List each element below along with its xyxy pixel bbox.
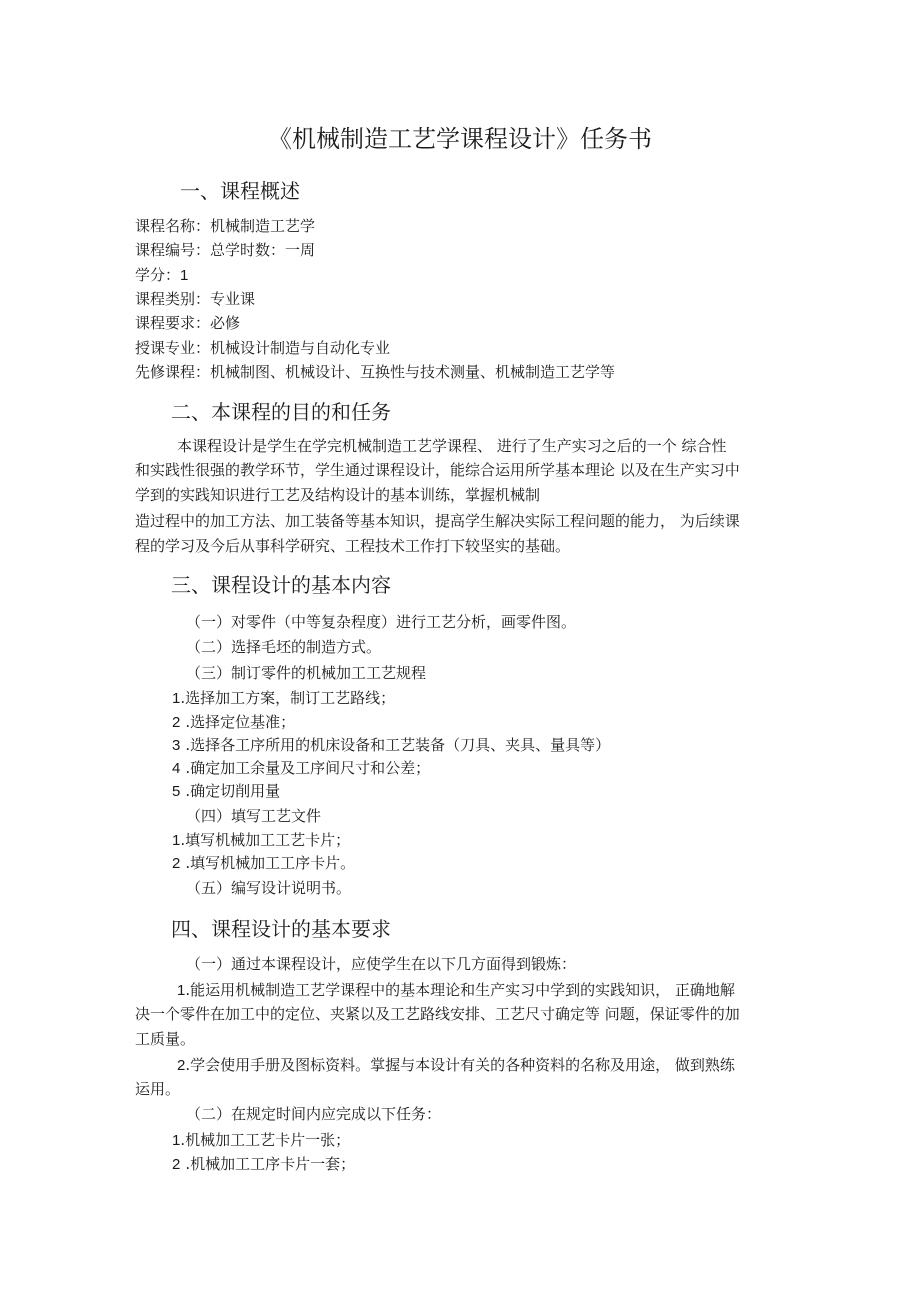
content-item-5: （五）编写设计说明书。 xyxy=(186,879,352,897)
section-1-heading: 一、课程概述 xyxy=(180,179,300,203)
sub-item-text: .确定加工余量及工序间尺寸和公差； xyxy=(185,759,431,777)
paragraph-line: .学会使用手册及图标资料。掌握与本设计有关的各种资料的名称及用途， 做到熟练 xyxy=(185,1056,735,1074)
sub-item-number: 1 xyxy=(172,690,181,707)
sub-item xyxy=(172,856,355,871)
paragraph-line: 运用。 xyxy=(135,1080,181,1098)
sub-item-number: 2 xyxy=(172,714,181,731)
task-text: .机械加工工艺卡片一张； xyxy=(180,1131,351,1149)
requirement-paragraph-2 xyxy=(177,1058,735,1073)
purpose-line: 和实践性很强的教学环节，学生通过课程设计，能综合运用所学基本理论 以及在生产实习中 xyxy=(135,461,740,479)
task-item xyxy=(172,1157,355,1172)
sub-item xyxy=(172,833,350,848)
sub-item-number: 1 xyxy=(172,832,181,849)
sub-item xyxy=(172,784,280,799)
requirements-intro: （一）通过本课程设计，应使学生在以下几方面得到锻炼： xyxy=(186,955,577,973)
course-category: 课程类别：专业课 xyxy=(135,290,256,308)
task-item xyxy=(172,1133,350,1148)
purpose-line: 程的学习及今后从事科学研究、工程技术工作打下较坚实的基础。 xyxy=(135,537,571,555)
task-number: 1 xyxy=(172,1132,181,1149)
sub-item xyxy=(172,715,295,730)
content-item-4: （四）填写工艺文件 xyxy=(186,807,322,825)
section-4-heading: 四、课程设计的基本要求 xyxy=(171,917,391,941)
requirement-paragraph-1 xyxy=(177,983,735,998)
sub-item-number: 2 xyxy=(172,855,181,872)
course-major: 授课专业：机械设计制造与自动化专业 xyxy=(135,339,391,357)
sub-item-number: 5 xyxy=(172,783,181,800)
sub-item-text: .填写机械加工工艺卡片； xyxy=(180,831,351,849)
tasks-intro: （二）在规定时间内应完成以下任务： xyxy=(186,1105,442,1123)
purpose-line: 本课程设计是学生在学完机械制造工艺学课程、 进行了生产实习之后的一个 综合性 xyxy=(177,437,727,455)
course-prerequisites: 先修课程：机械制图、机械设计、互换性与技术测量、机械制造工艺学等 xyxy=(135,363,616,381)
content-item-1: （一）对零件（中等复杂程度）进行工艺分析，画零件图。 xyxy=(186,613,577,631)
credit-label: 学分： xyxy=(135,266,181,284)
purpose-line: 学到的实践知识进行工艺及结构设计的基本训练，掌握机械制 xyxy=(135,486,541,504)
sub-item-text: .填写机械加工工序卡片。 xyxy=(185,854,356,872)
content-item-3: （三）制订零件的机械加工工艺规程 xyxy=(186,664,427,682)
paragraph-line: 决一个零件在加工中的定位、夹紧以及工艺路线安排、工艺尺寸确定等 问题，保证零件的加 xyxy=(135,1005,740,1023)
course-name: 课程名称：机械制造工艺学 xyxy=(135,217,316,235)
paragraph-number: 2 xyxy=(177,1057,186,1074)
sub-item-text: .选择定位基准； xyxy=(185,713,296,731)
sub-item xyxy=(172,738,610,753)
sub-item xyxy=(172,761,430,776)
paragraph-line: 工质量。 xyxy=(135,1030,196,1048)
sub-item-text: .确定切削用量 xyxy=(185,782,281,800)
sub-item-text: .选择各工序所用的机床设备和工艺装备（刀具、夹具、量具等） xyxy=(185,736,611,754)
sub-item xyxy=(172,691,395,706)
section-3-heading: 三、课程设计的基本内容 xyxy=(171,573,391,597)
sub-item-number: 3 xyxy=(172,737,181,754)
task-text: .机械加工工序卡片一套； xyxy=(185,1155,356,1173)
task-number: 2 xyxy=(172,1156,181,1173)
paragraph-line: .能运用机械制造工艺学课程中的基本理论和生产实习中学到的实践知识， 正确地解 xyxy=(185,981,735,999)
section-2-heading: 二、本课程的目的和任务 xyxy=(171,400,391,424)
course-code: 课程编号：总学时数：一周 xyxy=(135,241,316,259)
content-item-2: （二）选择毛坯的制造方式。 xyxy=(186,638,382,656)
credit-value: 1 xyxy=(180,267,189,284)
document-title: 《机械制造工艺学课程设计》任务书 xyxy=(268,125,652,153)
course-credit xyxy=(135,268,188,283)
paragraph-number: 1 xyxy=(177,982,186,999)
sub-item-number: 4 xyxy=(172,760,181,777)
sub-item-text: .选择加工方案，制订工艺路线； xyxy=(180,689,396,707)
purpose-line: 造过程中的加工方法、加工装备等基本知识，提高学生解决实际工程问题的能力， 为后续课 xyxy=(135,512,740,530)
course-requirement: 课程要求：必修 xyxy=(135,314,241,332)
